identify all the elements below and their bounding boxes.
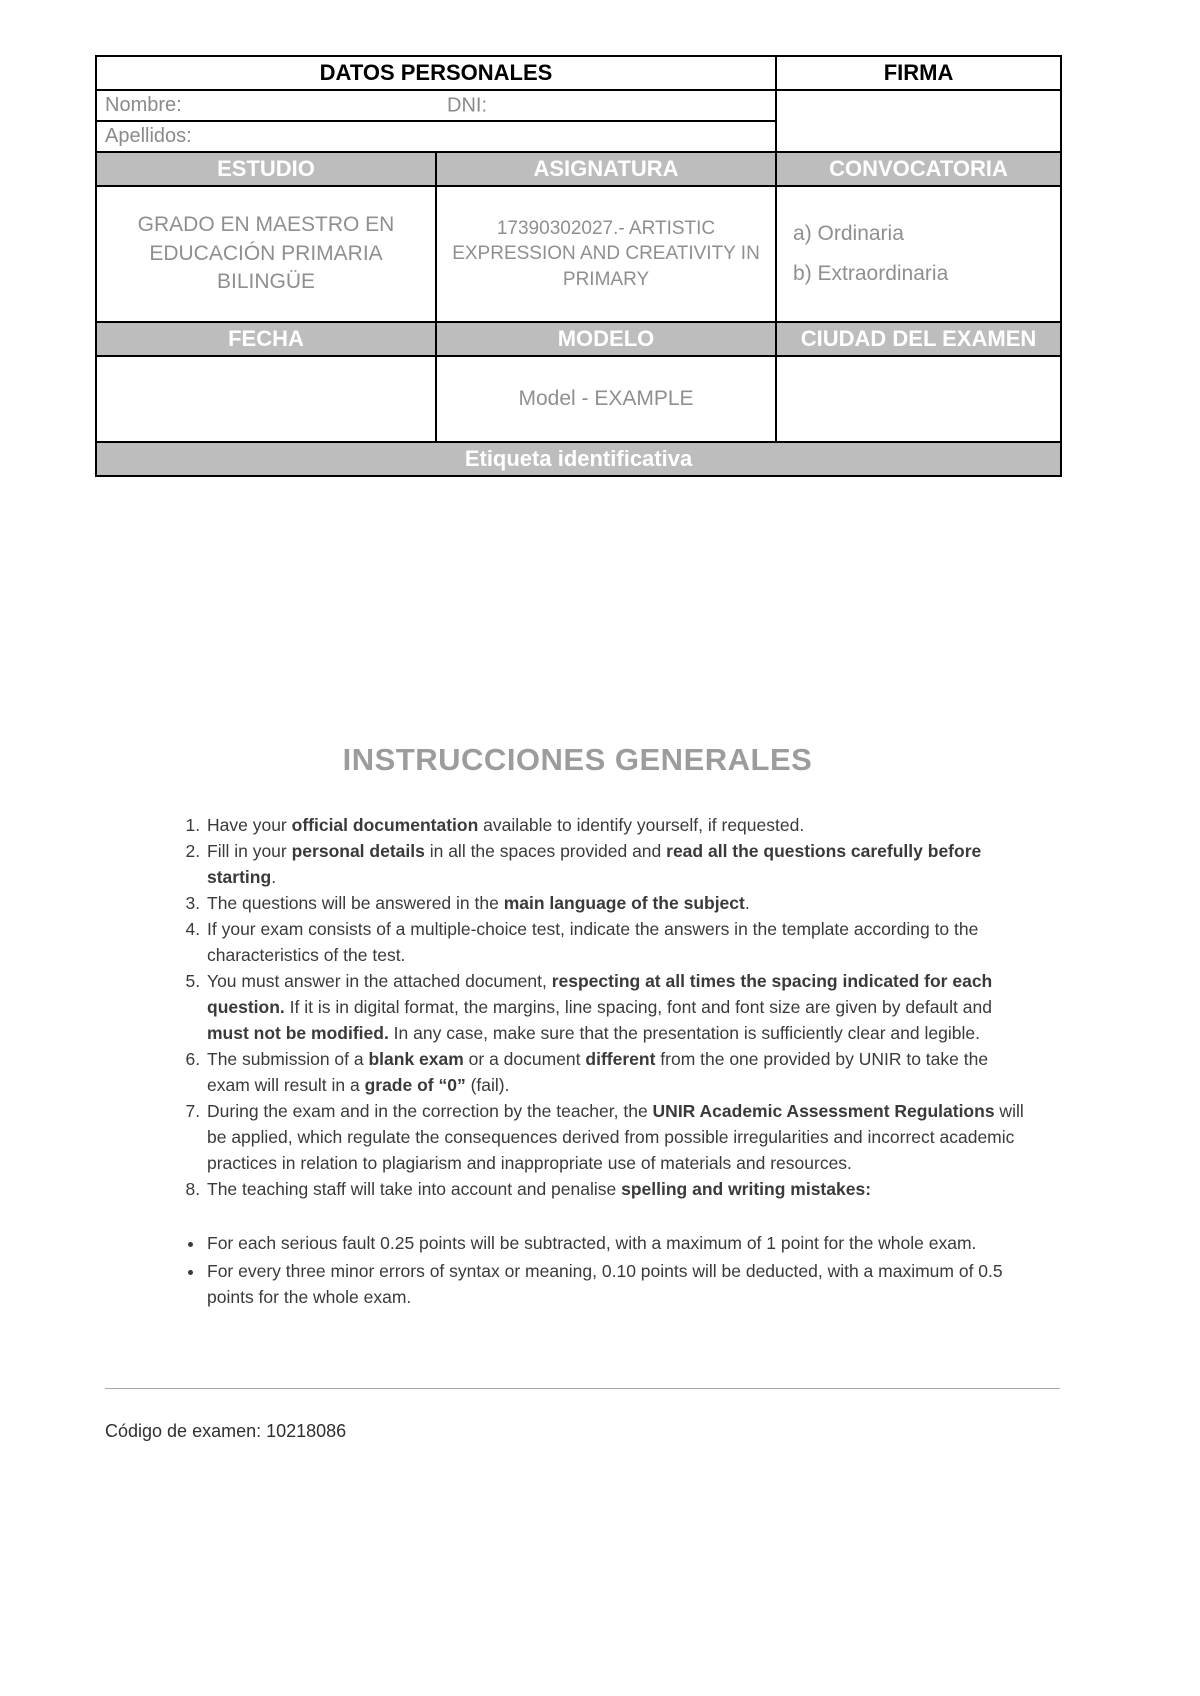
fecha-value bbox=[96, 356, 436, 442]
modelo-value: Model - EXAMPLE bbox=[436, 356, 776, 442]
table-row bbox=[96, 152, 1061, 186]
table-row bbox=[96, 442, 1061, 476]
nombre-dni-row bbox=[96, 90, 776, 121]
footer-divider bbox=[105, 1388, 1060, 1389]
penalty-bullets bbox=[179, 1230, 1035, 1310]
asignatura-header: ASIGNATURA bbox=[436, 152, 776, 186]
estudio-value: GRADO EN MAESTRO EN EDUCACIÓN PRIMARIA BILINGÜE bbox=[96, 186, 436, 322]
table-row bbox=[96, 186, 1061, 322]
nombre-label: Nombre: bbox=[105, 94, 182, 116]
exam-code: Código de examen: 10218086 bbox=[105, 1421, 347, 1441]
convocatoria-ordinaria: a) Ordinaria bbox=[793, 222, 904, 245]
instruction-item-6: 6. The submission of a blank exam or a document different from the one provided by UNIR to take the exam will result in a grade of “0” (fail). bbox=[205, 1046, 1035, 1098]
estudio-header: ESTUDIO bbox=[96, 152, 436, 186]
firma-header: FIRMA bbox=[776, 56, 1061, 90]
ciudad-header: CIUDAD DEL EXAMEN bbox=[776, 322, 1061, 356]
convocatoria-extraordinaria: b) Extraordinaria bbox=[793, 262, 949, 285]
convocatoria-header: CONVOCATORIA bbox=[776, 152, 1061, 186]
table-row bbox=[96, 56, 1061, 90]
bullet-item-2: • For every three minor errors of syntax or meaning, 0.10 points will be deducted, with a maximum of 0.5 points for the whole exam. bbox=[205, 1258, 1035, 1310]
convocatoria-options bbox=[776, 186, 1061, 322]
bullet-item-1: • For each serious fault 0.25 points will be subtracted, with a maximum of 1 point for the whole exam. bbox=[205, 1230, 1035, 1256]
dni-label: DNI: bbox=[447, 94, 487, 116]
signature-area bbox=[776, 90, 1061, 152]
fecha-header: FECHA bbox=[96, 322, 436, 356]
instruction-item-7: 7. During the exam and in the correction by the teacher, the UNIR Academic Assessment Regulations will be applied, which regulate the consequences derived from possible irregularities and incorrect academic practices in relation to plagiarism and inappropriate use of materials and resources. bbox=[205, 1098, 1035, 1176]
table-row bbox=[96, 322, 1061, 356]
apellidos-label: Apellidos: bbox=[96, 121, 776, 152]
instruction-item-4: 4. If your exam consists of a multiple-choice test, indicate the answers in the template according to the characteristics of the test. bbox=[205, 916, 1035, 968]
etiqueta-header: Etiqueta identificativa bbox=[96, 442, 1061, 476]
page-content bbox=[95, 55, 1060, 1442]
asignatura-value: 17390302027.- ARTISTIC EXPRESSION AND CREATIVITY IN PRIMARY bbox=[436, 186, 776, 322]
ciudad-value bbox=[776, 356, 1061, 442]
datos-personales-header: DATOS PERSONALES bbox=[96, 56, 776, 90]
modelo-header: MODELO bbox=[436, 322, 776, 356]
instruction-item-1: 1. Have your official documentation available to identify yourself, if requested. bbox=[205, 812, 1035, 838]
instructions-list bbox=[173, 812, 1035, 1202]
table-row bbox=[96, 356, 1061, 442]
personal-data-table bbox=[95, 55, 1062, 477]
instruction-item-3: 3. The questions will be answered in the main language of the subject. bbox=[205, 890, 1035, 916]
table-row bbox=[96, 90, 1061, 121]
instruction-item-8: 8. The teaching staff will take into account and penalise spelling and writing mistakes: bbox=[205, 1176, 1035, 1202]
instructions-title: INSTRUCCIONES GENERALES bbox=[342, 742, 813, 777]
instruction-item-2: 2. Fill in your personal details in all the spaces provided and read all the questions carefully before starting. bbox=[205, 838, 1035, 890]
instruction-item-5: 5. You must answer in the attached document, respecting at all times the spacing indicated for each question. If it is in digital format, the margins, line spacing, font and font size are given by default and must not be modified. In any case, make sure that the presentation is sufficiently clear and legible. bbox=[205, 968, 1035, 1046]
